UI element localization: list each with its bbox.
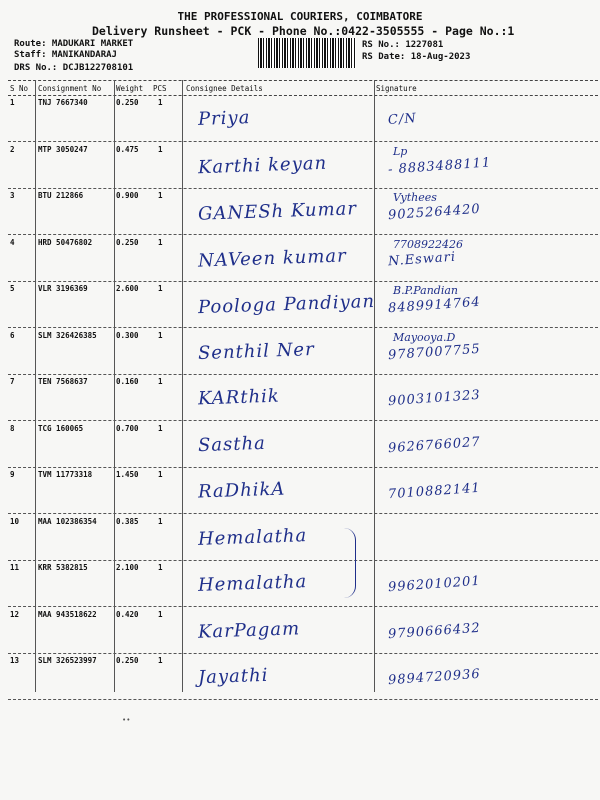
row-sno: 8 — [10, 423, 15, 433]
table-row — [8, 327, 598, 375]
table-row — [8, 606, 598, 654]
page-mark: •• — [122, 716, 131, 724]
signature-note: Vythees — [393, 191, 437, 204]
table-row — [8, 373, 598, 421]
row-consignment: SLM 326523997 — [38, 656, 97, 665]
table-row — [8, 141, 598, 189]
signature-text: N.Eswari — [387, 249, 457, 269]
table-row — [8, 94, 598, 142]
row-pcs: 1 — [158, 191, 163, 200]
table-row — [8, 187, 598, 235]
company-title: THE PROFESSIONAL COURIERS, COIMBATORE — [177, 10, 423, 23]
row-pcs: 1 — [158, 377, 163, 386]
row-sno: 5 — [10, 284, 15, 293]
col-consignee: Consignee Details — [186, 84, 263, 93]
row-consignment: TVM 11773318 — [38, 470, 93, 479]
table-row — [8, 559, 598, 607]
row-weight: 0.250 — [116, 656, 139, 665]
row-consignment: VLR 3196369 — [38, 284, 88, 293]
row-sno: 4 — [10, 237, 15, 247]
row-weight: 0.475 — [116, 144, 139, 154]
consignee-name: KARthik — [197, 385, 281, 410]
row-weight: 0.300 — [116, 330, 139, 340]
consignee-name: RaDhikA — [197, 478, 286, 503]
consignee-name: KarPagam — [197, 617, 301, 643]
row-weight: 0.160 — [116, 377, 139, 386]
row-pcs: 1 — [158, 470, 163, 479]
rs-date: RS Date: 18-Aug-2023 — [362, 52, 471, 62]
row-weight: 1.450 — [116, 470, 139, 479]
table-row — [8, 280, 598, 328]
row-weight: 2.600 — [116, 284, 139, 293]
row-weight: 0.250 — [116, 98, 139, 107]
consignee-name: Poologa Pandiyan — [197, 290, 376, 319]
row-consignment: TCG 160065 — [38, 423, 84, 433]
row-sno: 9 — [10, 470, 15, 479]
consignee-name: GANESh Kumar — [197, 198, 358, 225]
row-weight: 0.900 — [116, 191, 139, 200]
signature-text: 9787007755 — [387, 341, 482, 363]
signature-note: B.P.Pandian — [393, 284, 459, 297]
signature-note: 7708922426 — [393, 237, 463, 251]
consignee-name: Karthi keyan — [197, 152, 328, 178]
row-pcs: 1 — [158, 423, 163, 433]
row-pcs: 1 — [158, 516, 163, 526]
row-sno: 1 — [10, 98, 15, 107]
bracket-mark — [343, 528, 356, 598]
staff-label: Staff: MANIKANDARAJ — [14, 50, 117, 60]
row-consignment: HRD 50476802 — [38, 237, 93, 247]
consignee-name: Hemalatha — [197, 524, 308, 550]
row-pcs: 1 — [158, 563, 163, 572]
row-pcs: 1 — [158, 237, 163, 247]
row-consignment: TEN 7568637 — [38, 377, 88, 386]
route-label: Route: MADUKARI MARKET — [14, 39, 134, 49]
row-weight: 0.250 — [116, 237, 139, 247]
col-consignment: Consignment No — [38, 84, 102, 93]
col-pcs: PCS — [153, 84, 167, 93]
row-sno: 12 — [10, 609, 20, 619]
row-pcs: 1 — [158, 98, 163, 107]
row-sno: 13 — [10, 656, 20, 665]
row-consignment: BTU 212866 — [38, 191, 84, 200]
table-row — [8, 420, 598, 468]
row-consignment: TNJ 7667340 — [38, 98, 88, 107]
row-weight: 0.385 — [116, 516, 139, 526]
consignee-name: Senthil Ner — [197, 338, 315, 364]
row-sno: 3 — [10, 191, 15, 200]
col-signature: Signature — [376, 84, 417, 93]
signature-text: 9626766027 — [387, 434, 482, 456]
signature-text: 7010882141 — [387, 480, 482, 503]
row-consignment: MAA 102386354 — [38, 516, 97, 526]
runsheet-subtitle: Delivery Runsheet - PCK - Phone No.:0422-3505555 - Page No.:1 — [92, 24, 515, 38]
row-pcs: 1 — [158, 656, 163, 665]
signature-text: 9962010201 — [387, 573, 482, 596]
signature-text: - 8883488111 — [387, 154, 492, 178]
row-sno: 2 — [10, 144, 15, 154]
row-sno: 6 — [10, 330, 15, 340]
signature-text: 9025264420 — [387, 201, 482, 224]
consignee-name: NAVeen kumar — [197, 244, 348, 272]
table-row — [8, 513, 598, 561]
row-consignment: MAA 943518622 — [38, 609, 97, 619]
row-consignment: SLM 326426385 — [38, 330, 97, 340]
col-weight: Weight — [116, 84, 144, 93]
row-weight: 0.420 — [116, 609, 139, 619]
rs-number: RS No.: 1227081 — [362, 40, 444, 50]
table-row — [8, 234, 598, 282]
row-sno: 10 — [10, 516, 20, 526]
row-weight: 2.100 — [116, 563, 139, 572]
row-pcs: 1 — [158, 284, 163, 293]
consignee-name: Priya — [197, 107, 251, 130]
consignee-name: Hemalatha — [197, 571, 308, 596]
row-consignment: KRR 5382815 — [38, 563, 88, 572]
signature-text: 9003101323 — [387, 387, 482, 410]
consignee-name: Sastha — [197, 432, 267, 456]
barcode — [258, 38, 356, 68]
row-consignment: MTP 3050247 — [38, 144, 88, 154]
row-sno: 7 — [10, 377, 15, 386]
consignee-name: Jayathi — [197, 664, 269, 689]
signature-text: C/N — [387, 111, 418, 128]
drs-label: DRS No.: DCJB122708101 — [14, 63, 134, 73]
signature-note: Lp — [393, 144, 408, 158]
row-sno: 11 — [10, 563, 20, 572]
row-pcs: 1 — [158, 144, 163, 154]
signature-text: 8489914764 — [387, 294, 482, 317]
signature-text: 9894720936 — [387, 666, 482, 689]
signature-note: Mayooya.D — [393, 330, 456, 344]
row-pcs: 1 — [158, 609, 163, 619]
col-sno: S No — [10, 84, 29, 93]
signature-text: 9790666432 — [387, 620, 482, 642]
table-row — [8, 466, 598, 514]
table-row — [8, 652, 598, 700]
row-weight: 0.700 — [116, 423, 139, 433]
row-pcs: 1 — [158, 330, 163, 340]
